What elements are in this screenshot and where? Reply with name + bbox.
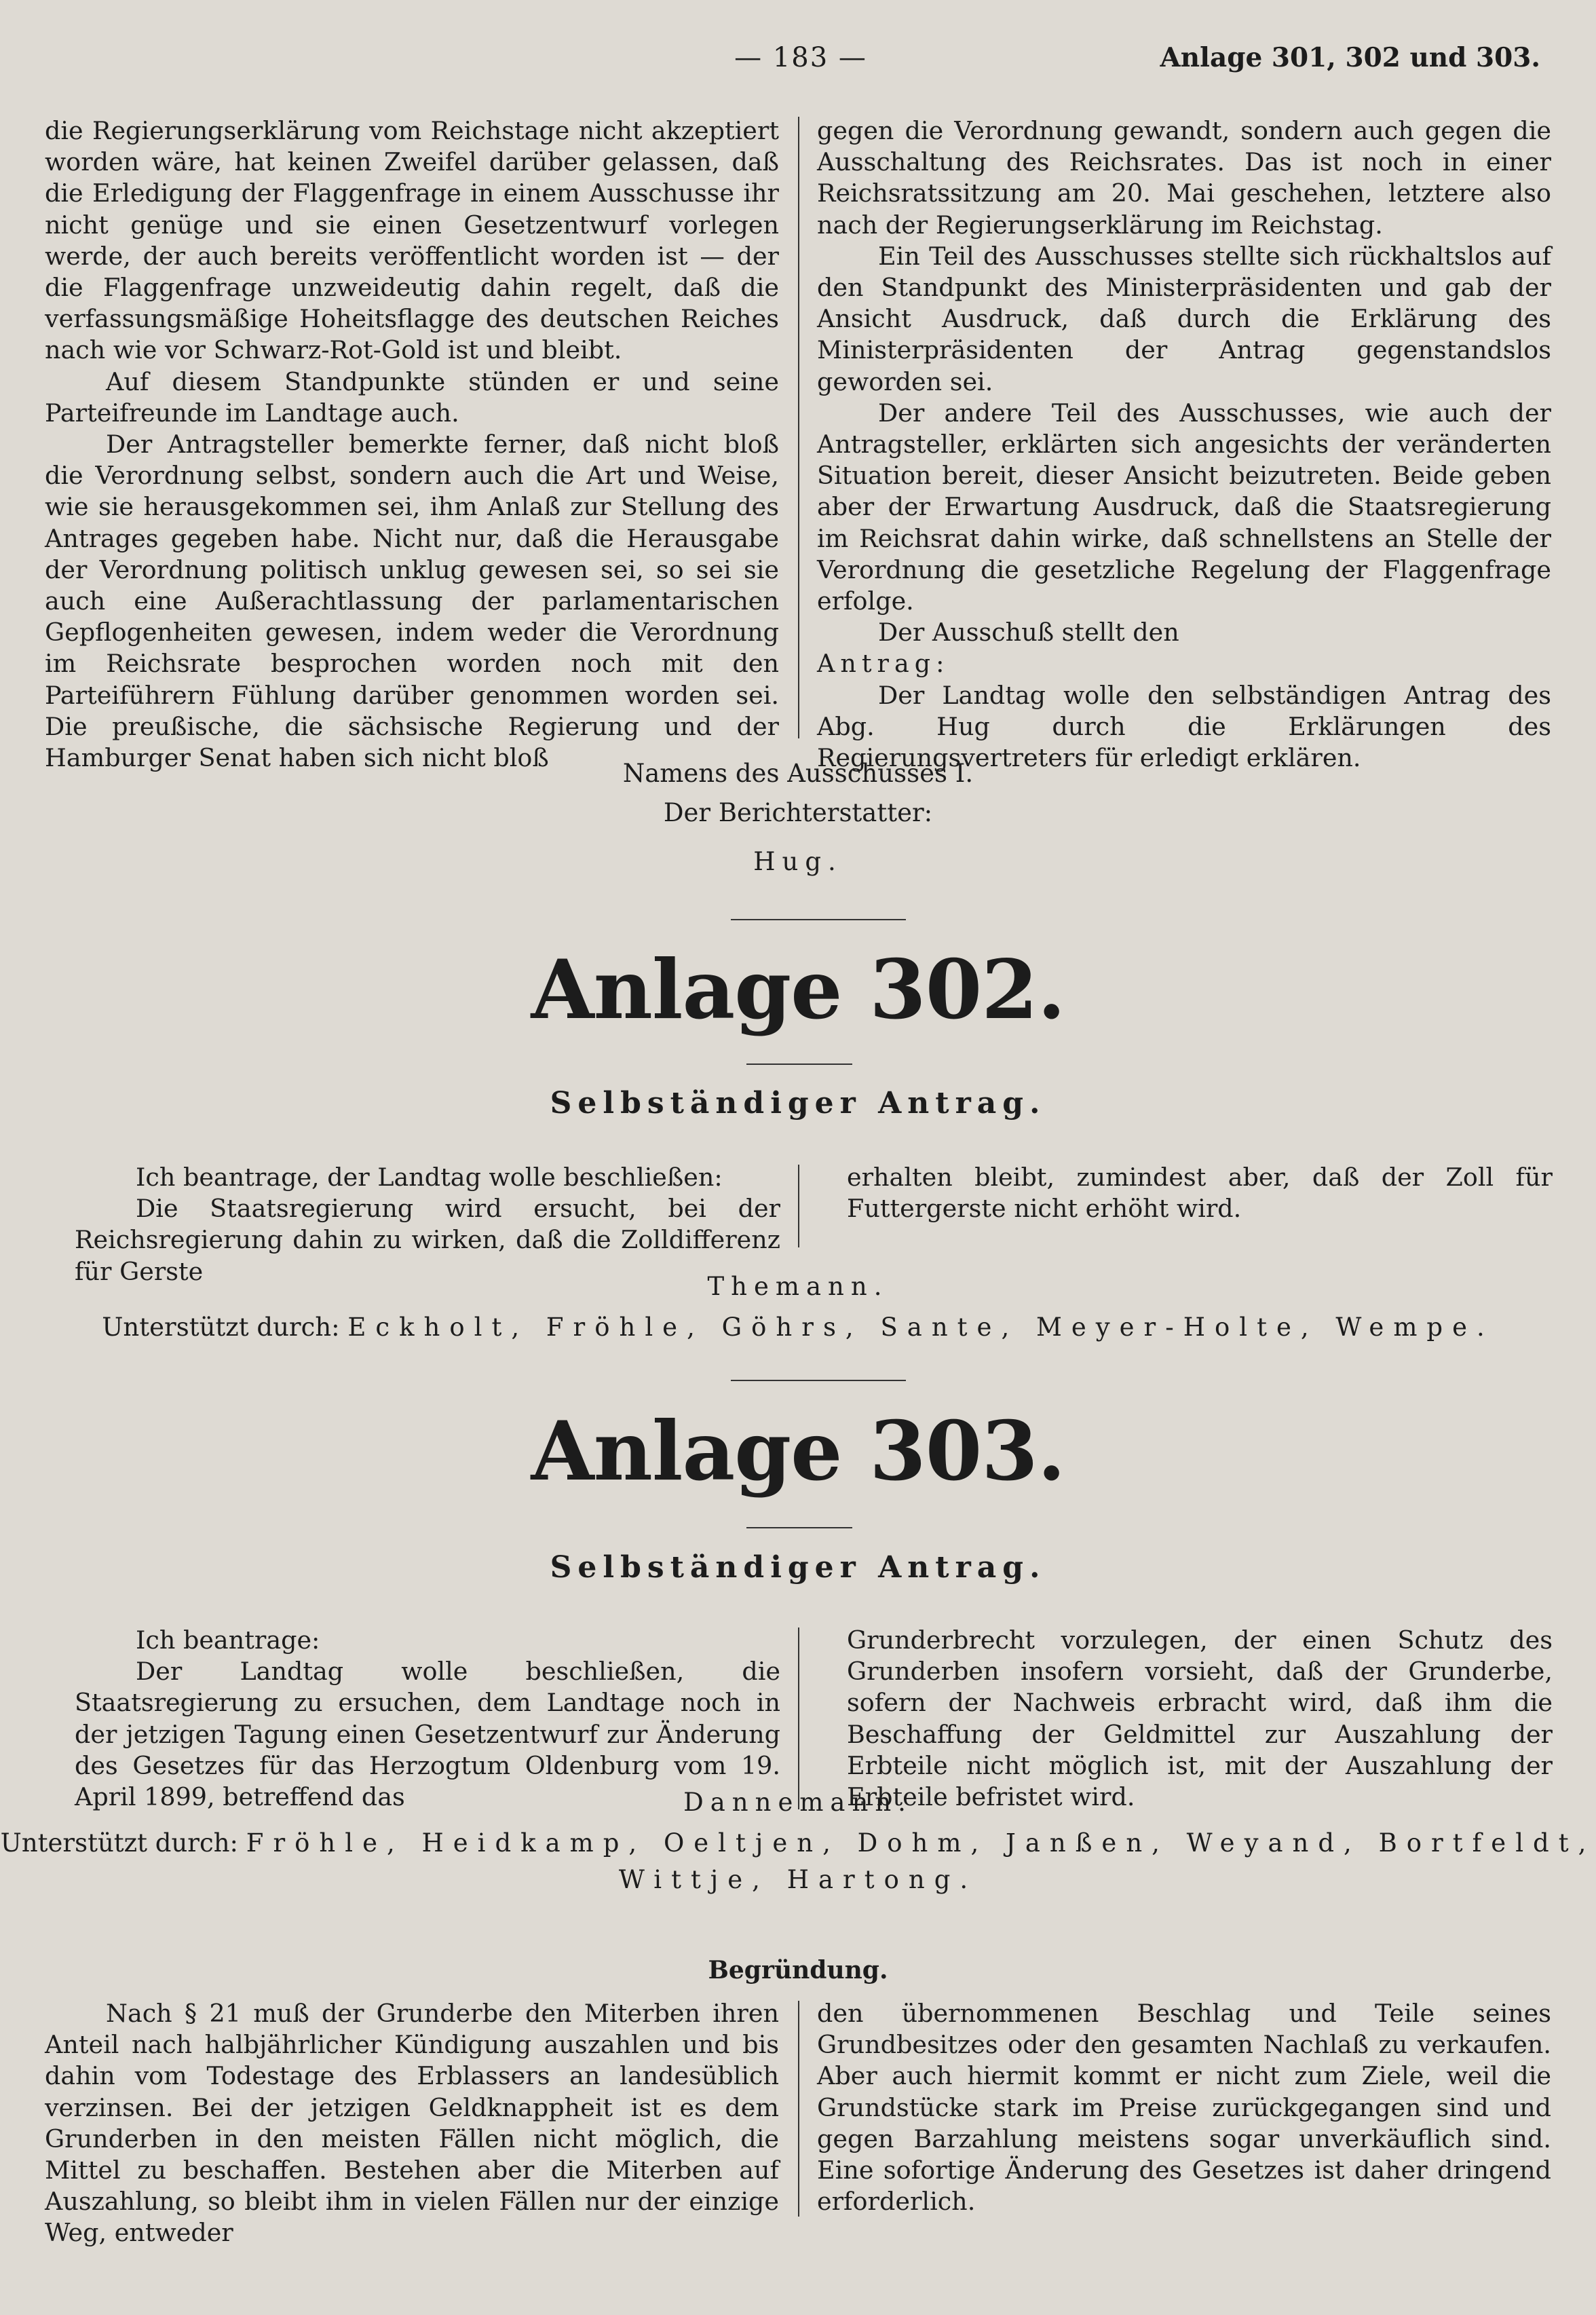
column-divider: [798, 2001, 799, 2217]
paragraph: Auf diesem Standpunkte stünden er und seine Parteifreunde im Landtage auch.: [45, 366, 779, 428]
committee-line: Namens des Ausschusses I.: [622, 759, 974, 788]
begruendung-heading: Begründung.: [708, 1956, 888, 1984]
paragraph: erhalten bleibt, zumindest aber, daß der Zoll für Futtergerste nicht erhöht wird.: [847, 1163, 1553, 1224]
paragraph: Der Antragsteller bemerkte ferner, daß nicht bloß die Verordnung selbst, sondern auch die Art und Weise, wie sie herausgekommen sei, ihm Anlaß zur Stellung des Antrages gegeben habe. Nicht nur, daß die Herausgabe der Verordnung politisch unklug gewesen sei, so sei sie auch eine Außerachtlassung der parlamentarischen Gepflogenheiten gewesen, indem weder die Verordnung im Reichsrate besprochen worden noch mit den Parteiführern Fühlung darüber genommen worden sei. Die preußische, die sächsische Regierung und der Hamburger Senat haben sich nicht bloß: [45, 430, 779, 773]
anlage302-supporters-line: [0, 1313, 1596, 1342]
paragraph: Die Staatsregierung wird ersucht, bei der Reichsregierung dahin zu wirken, daß die Zolldifferenz für Gerste: [75, 1194, 780, 1286]
anlage302-signature: Themann.: [707, 1272, 889, 1301]
supporters-list-continued: Wittje, Hartong.: [618, 1865, 978, 1894]
column-divider: [798, 1165, 799, 1247]
anlage302-subtitle: Selbständiger Antrag.: [550, 1086, 1046, 1121]
anlage301-right-column: [817, 115, 1551, 774]
anlage303-signature: Dannemann.: [683, 1788, 913, 1817]
anlage303-right-column: [847, 1625, 1553, 1813]
paragraph: Ein Teil des Ausschusses stellte sich rückhaltslos auf den Standpunkt des Ministerpräsidenten und gab der Ansicht Ausdruck, daß durch die Erklärung des Ministerpräsidenten der Antrag gegenstandslos geworden sei.: [817, 241, 1551, 396]
column-divider: [798, 1627, 799, 1809]
reporter-name: Hug.: [753, 847, 843, 876]
paragraph: Nach § 21 muß der Grunderbe den Miterben ihren Anteil nach halbjährlicher Kündigung auszahlen und bis dahin vom Todestage des Erblassers an landesüblich verzinsen. Bei der jetzigen Geldknappheit ist es dem Grunderben in den meisten Fällen nicht möglich, die Mittel zu beschaffen. Bestehen aber die Miterben auf Auszahlung, so bleibt ihm in vielen Fällen nur der einzige Weg, entweder: [45, 1999, 779, 2248]
anlage301-left-column: [45, 115, 779, 774]
anlage303-subtitle: Selbständiger Antrag.: [550, 1550, 1046, 1585]
supported-label: Unterstützt durch:: [0, 1828, 239, 1858]
anlage303-supporters-line: [0, 1828, 1596, 1858]
paragraph: die Regierungserklärung vom Reichstage nicht akzeptiert worden wäre, hat keinen Zweifel darüber gelassen, daß die Erledigung der Flaggenfrage in einem Ausschusse ihr nicht genüge und sie einen Gesetzentwurf vorlegen werde, der auch bereits veröffentlicht worden ist — der die Flaggenfrage unzweideutig dahin regelt, daß die verfassungsmäßige Hoheitsflagge des deutschen Reiches nach wie vor Schwarz-Rot-Gold ist und bleibt.: [45, 116, 779, 365]
paragraph: Der Landtag wolle den selbständigen Antrag des Abg. Hug durch die Erklärungen des Regierungsvertreters für erledigt erklären.: [817, 680, 1551, 773]
paragraph: Der Landtag wolle beschließen, die Staatsregierung zu ersuchen, dem Landtage noch in der jetzigen Tagung einen Gesetzentwurf zur Änderung des Gesetzes für das Herzogtum Oldenburg vom 19. April 1899, betreffend das: [75, 1657, 780, 1812]
supported-label: Unterstützt durch:: [102, 1313, 340, 1342]
paragraph: Grunderbrecht vorzulegen, der einen Schutz des Grunderben insofern vorsieht, daß der Grunderbe, sofern der Nachweis erbracht wird, daß ihm die Beschaffung der Geldmittel zur Auszahlung der Erbteile nicht möglich ist, mit der Auszahlung der Erbteile befristet wird.: [847, 1625, 1553, 1812]
column-divider: [798, 117, 799, 738]
paragraph: gegen die Verordnung gewandt, sondern auch gegen die Ausschaltung des Reichsrates. Das ist noch in einer Reichsratssitzung am 20. Mai geschehen, letztere also nach der Regierungserklärung im Reichstag.: [817, 116, 1551, 240]
supporters-list: Fröhle, Heidkamp, Oeltjen, Dohm, Janßen, Weyand, Bortfeldt,: [246, 1828, 1596, 1858]
anlage302-left-column: [75, 1162, 780, 1287]
paragraph: Ich beantrage:: [136, 1625, 320, 1655]
running-title: Anlage 301, 302 und 303.: [1160, 42, 1540, 73]
page-number: — 183 —: [734, 42, 867, 73]
supporters-list: Eckholt, Fröhle, Göhrs, Sante, Meyer-Holte, Wempe.: [347, 1313, 1494, 1342]
begruendung-left-column: [45, 1998, 779, 2249]
title-underline: [746, 1064, 852, 1065]
paragraph: Der andere Teil des Ausschusses, wie auch der Antragsteller, erklärten sich angesichts der veränderten Situation bereit, dieser Ansicht beizutreten. Beide geben aber der Erwartung Ausdruck, daß die Staatsregierung im Reichsrat dahin wirke, daß schnellstens an Stelle der Verordnung die gesetzliche Regelung der Flaggenfrage erfolge.: [817, 398, 1551, 616]
page-header: [0, 42, 1596, 83]
reporter-label: Der Berichterstatter:: [663, 798, 933, 827]
paragraph: den übernommenen Beschlag und Teile seines Grundbesitzes oder den gesamten Nachlaß zu verkaufen. Aber auch hiermit kommt er nicht zum Ziele, weil die Grundstücke stark im Preise zurückgegangen sind und gegen Barzahlung meistens sogar unverkäuflich sind. Eine sofortige Änderung des Gesetzes ist daher dringend erforderlich.: [817, 1999, 1551, 2217]
anlage302-right-column: [847, 1162, 1553, 1224]
title-underline: [746, 1527, 852, 1528]
anlage303-title: Anlage 303.: [531, 1404, 1065, 1499]
paragraph: Ich beantrage, der Landtag wolle beschließen:: [136, 1163, 723, 1192]
section-divider: [731, 1380, 906, 1381]
antrag-label: Antrag:: [817, 649, 950, 679]
section-divider: [731, 919, 906, 920]
paragraph: Der Ausschuß stellt den: [878, 618, 1179, 647]
anlage302-title: Anlage 302.: [531, 942, 1065, 1038]
begruendung-right-column: [817, 1998, 1551, 2217]
anlage303-left-column: [75, 1625, 780, 1813]
